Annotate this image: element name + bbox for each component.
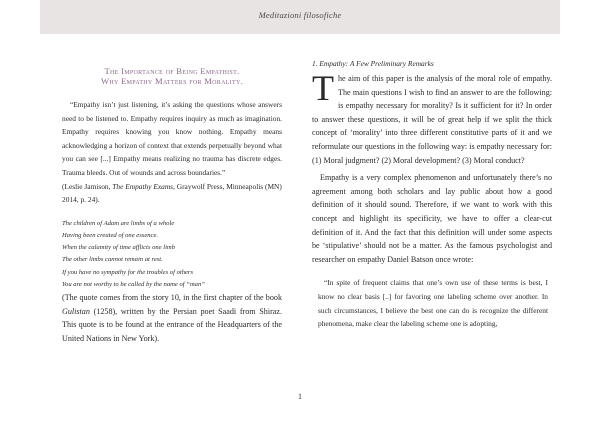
article-title: [62, 66, 282, 86]
poem-note-part1: (The quote comes from the story 10, in the first chapter of the book: [62, 292, 282, 302]
page-number: 1: [298, 392, 302, 401]
article-title-line-1: The Importance of Being Empathist.: [104, 66, 240, 76]
epigraph-citation: [62, 180, 282, 207]
poem-note: [62, 291, 282, 345]
poem-line: The children of Adam are limbs of a whole: [62, 219, 175, 227]
drop-cap: T: [312, 68, 334, 108]
poem: [62, 218, 282, 291]
poem-line: If you have no sympathy for the troubles of others: [62, 268, 194, 276]
poem-note-part2: (1258), written by the Persian poet Saadi from Shiraz. This quote is to be found at the entrance of the Headquarters of the United Nations in New York).: [62, 306, 282, 343]
poem-note-book-title: Gulistan: [62, 306, 90, 316]
citation-suffix: , Graywolf Press, Minneapolis (MN) 2014, p. 24).: [62, 181, 282, 205]
poem-line: When the calamity of time afflicts one limb: [62, 244, 175, 252]
running-header: [40, 0, 560, 34]
left-column: [62, 66, 282, 345]
paragraph-1-text: he aim of this paper is the analysis of the moral role of empathy. The main questions I wish to find an answer to are the following: is empathy necessary for morality? Is it sufficient for it? In order to answer these questions, it will be of great help if we split the thick concept of ‘morality’ into three different constitutive parts of it and we reformulate our questions in the following way: is empathy necessary for: (1) Moral judgment? (2) Moral development? (3) Moral conduct?: [312, 74, 552, 165]
poem-line: The other limbs cannot remain at rest.: [62, 256, 163, 264]
paragraph-1: [312, 68, 552, 167]
poem-line: You are not worthy to be called by the name of “man”: [62, 280, 205, 288]
running-title: Meditazioni filosofiche: [258, 10, 342, 20]
citation-prefix: (Leslie Jamison,: [62, 181, 113, 191]
paragraph-2: Empathy is a very complex phenomenon and unfortunately there’s no agreement among both scholars and lay public about how a good definition of it should sound. Therefore, if we want to work with this concept and highlight its specificity, we have to offer a clear-cut definition of it. And the fact that this definition will under some aspects be ‘stipulative’ should not be a matter. As the famous psychologist and researcher on empathy Daniel Batson once wrote:: [312, 173, 552, 264]
block-quote: “In spite of frequent claims that one’s own use of these terms is best, I know no clear basis [..] for favoring one labeling scheme over another. In such circumstances, I believe the best one can do is recognize the different phenomena, make clear the labeling scheme one is adopting,: [318, 278, 548, 329]
citation-book-title: The Empathy Exams: [112, 181, 174, 191]
poem-line: Having been created of one essence.: [62, 231, 159, 239]
section-heading: 1. Empathy: A Few Preliminary Remarks: [312, 59, 434, 68]
epigraph-quote: “Empathy isn’t just listening, it’s asking the questions whose answers need to be listened to. Empathy requires inquiry as much as imagination. Empathy requires knowing you know nothing. Empathy means acknowledging a horizon of context that extends perpetually beyond what you can see [...] Empathy means realizing no trauma has discrete edges. Trauma bleeds. Out of wounds and across boundaries.”: [62, 100, 282, 177]
right-column: [312, 58, 552, 331]
article-title-line-2: Why Empathy Matters for Morality.: [100, 76, 244, 86]
